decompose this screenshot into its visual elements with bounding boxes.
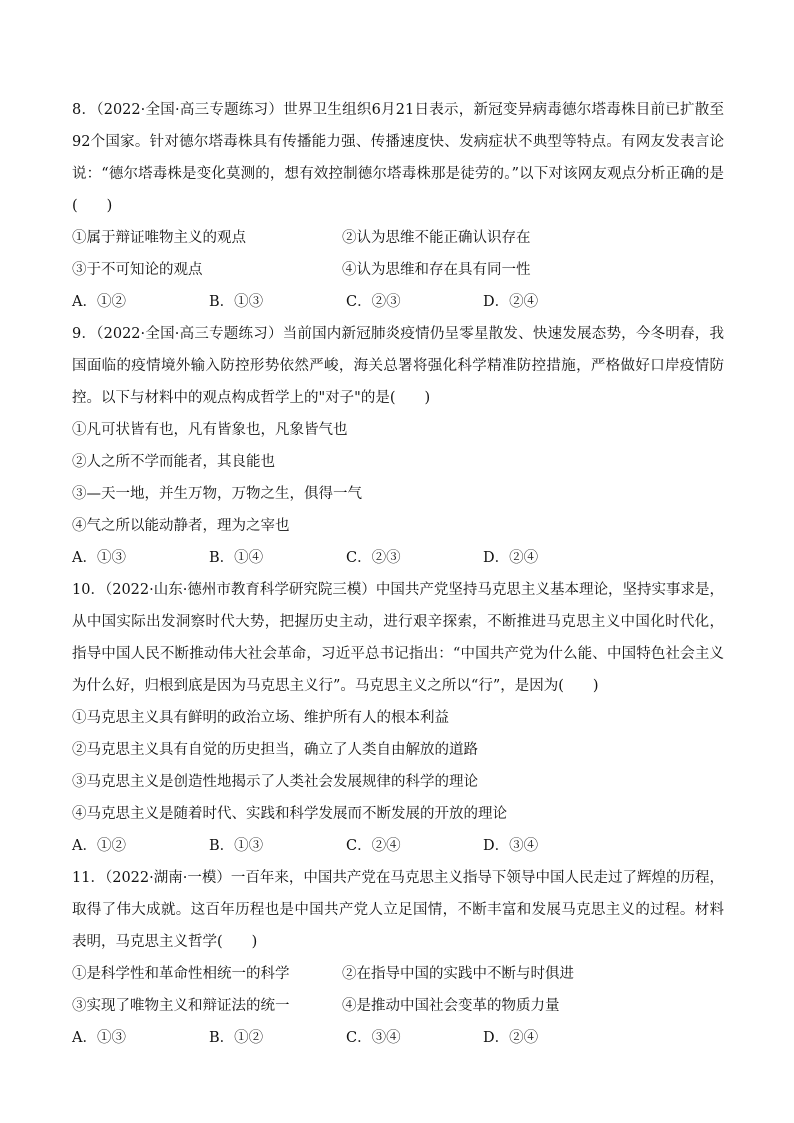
option-4: ④是推动中国社会变革的物质力量 (342, 998, 560, 1014)
answer-b[interactable]: B．①② (209, 1030, 264, 1046)
question-stem: 9．（2022·全国·高三专题练习）当前国内新冠肺炎疫情仍呈零星散发、快速发展态势，今冬明春，我国面临的疫情境外输入防控形势依然严峻，海关总署将强化科学精准防控措施，严格做好口岸疫情防控。以下与材料中的观点构成哲学上的"对子"的是( ) (72, 326, 724, 406)
question-9 (72, 318, 724, 574)
answer-a[interactable]: A．①② (72, 294, 126, 310)
option-1: ①是科学性和革命性相统一的科学 (72, 966, 290, 982)
question-11 (72, 862, 724, 1054)
answer-b[interactable]: B．①③ (209, 838, 264, 854)
option-4: ④马克思主义是随着时代、实践和科学发展而不断发展的开放的理论 (72, 806, 507, 822)
option-1: ①马克思主义具有鲜明的政治立场、维护所有人的根本利益 (72, 710, 449, 726)
answer-c[interactable]: C．③④ (346, 1030, 401, 1046)
option-3: ③于不可知论的观点 (72, 262, 203, 278)
option-row (72, 254, 724, 286)
question-8 (72, 94, 724, 318)
question-stem: 10．（2022·山东·德州市教育科学研究院三模）中国共产党坚持马克思主义基本理论，坚持实事求是，从中国实际出发洞察时代大势，把握历史主动，进行艰辛探索，不断推进马克思主义中国化时代化，指导中国人民不断推动伟大社会革命，习近平总书记指出：“中国共产党为什么能、中国特色社会主义为什么好，归根到底是因为马克思主义行”。马克思主义之所以“行”，是因为( ) (72, 582, 724, 694)
answer-c[interactable]: C．②③ (346, 294, 401, 310)
option-2: ②认为思维不能正确认识存在 (342, 230, 531, 246)
answer-choices (72, 286, 724, 318)
option-3: ③—天一地，并生万物，万物之生，俱得一气 (72, 486, 362, 502)
option-row (72, 958, 724, 990)
answer-choices (72, 1022, 724, 1054)
answer-d[interactable]: D．③④ (483, 838, 539, 854)
option-2: ②在指导中国的实践中不断与时俱进 (342, 966, 574, 982)
answer-b[interactable]: B．①③ (209, 294, 264, 310)
option-2: ②马克思主义具有自觉的历史担当，确立了人类自由解放的道路 (72, 742, 478, 758)
answer-d[interactable]: D．②④ (483, 1030, 539, 1046)
option-4: ④认为思维和存在具有同一性 (342, 262, 531, 278)
question-10 (72, 574, 724, 862)
answer-b[interactable]: B．①④ (209, 550, 264, 566)
option-4: ④气之所以能动静者，理为之宰也 (72, 518, 290, 534)
option-3: ③马克思主义是创造性地揭示了人类社会发展规律的科学的理论 (72, 774, 478, 790)
answer-c[interactable]: C．②③ (346, 550, 401, 566)
question-stem: 8．（2022·全国·高三专题练习）世界卫生组织6月21日表示，新冠变异病毒德尔塔毒株目前已扩散至92个国家。针对德尔塔毒株具有传播能力强、传播速度快、发病症状不典型等特点。有网友发表言论说：“德尔塔毒株是变化莫测的，想有效控制德尔塔毒株那是徒劳的。”以下对该网友观点分析正确的是( ) (72, 102, 724, 214)
answer-a[interactable]: A．①② (72, 838, 126, 854)
option-row (72, 222, 724, 254)
question-page (72, 94, 724, 1054)
answer-d[interactable]: D．②④ (483, 294, 539, 310)
option-1: ①凡可状皆有也，凡有皆象也，凡象皆气也 (72, 422, 348, 438)
option-1: ①属于辩证唯物主义的观点 (72, 230, 246, 246)
answer-c[interactable]: C．②④ (346, 838, 401, 854)
answer-a[interactable]: A．①③ (72, 1030, 126, 1046)
question-stem: 11．（2022·湖南·一模）一百年来，中国共产党在马克思主义指导下领导中国人民走过了辉煌的历程，取得了伟大成就。这百年历程也是中国共产党人立足国情，不断丰富和发展马克思主义的过程。材料表明，马克思主义哲学( ) (72, 870, 724, 950)
option-row (72, 990, 724, 1022)
answer-a[interactable]: A．①③ (72, 550, 126, 566)
option-3: ③实现了唯物主义和辩证法的统一 (72, 998, 290, 1014)
option-2: ②人之所不学而能者，其良能也 (72, 454, 275, 470)
answer-choices (72, 542, 724, 574)
answer-choices (72, 830, 724, 862)
answer-d[interactable]: D．②④ (483, 550, 539, 566)
